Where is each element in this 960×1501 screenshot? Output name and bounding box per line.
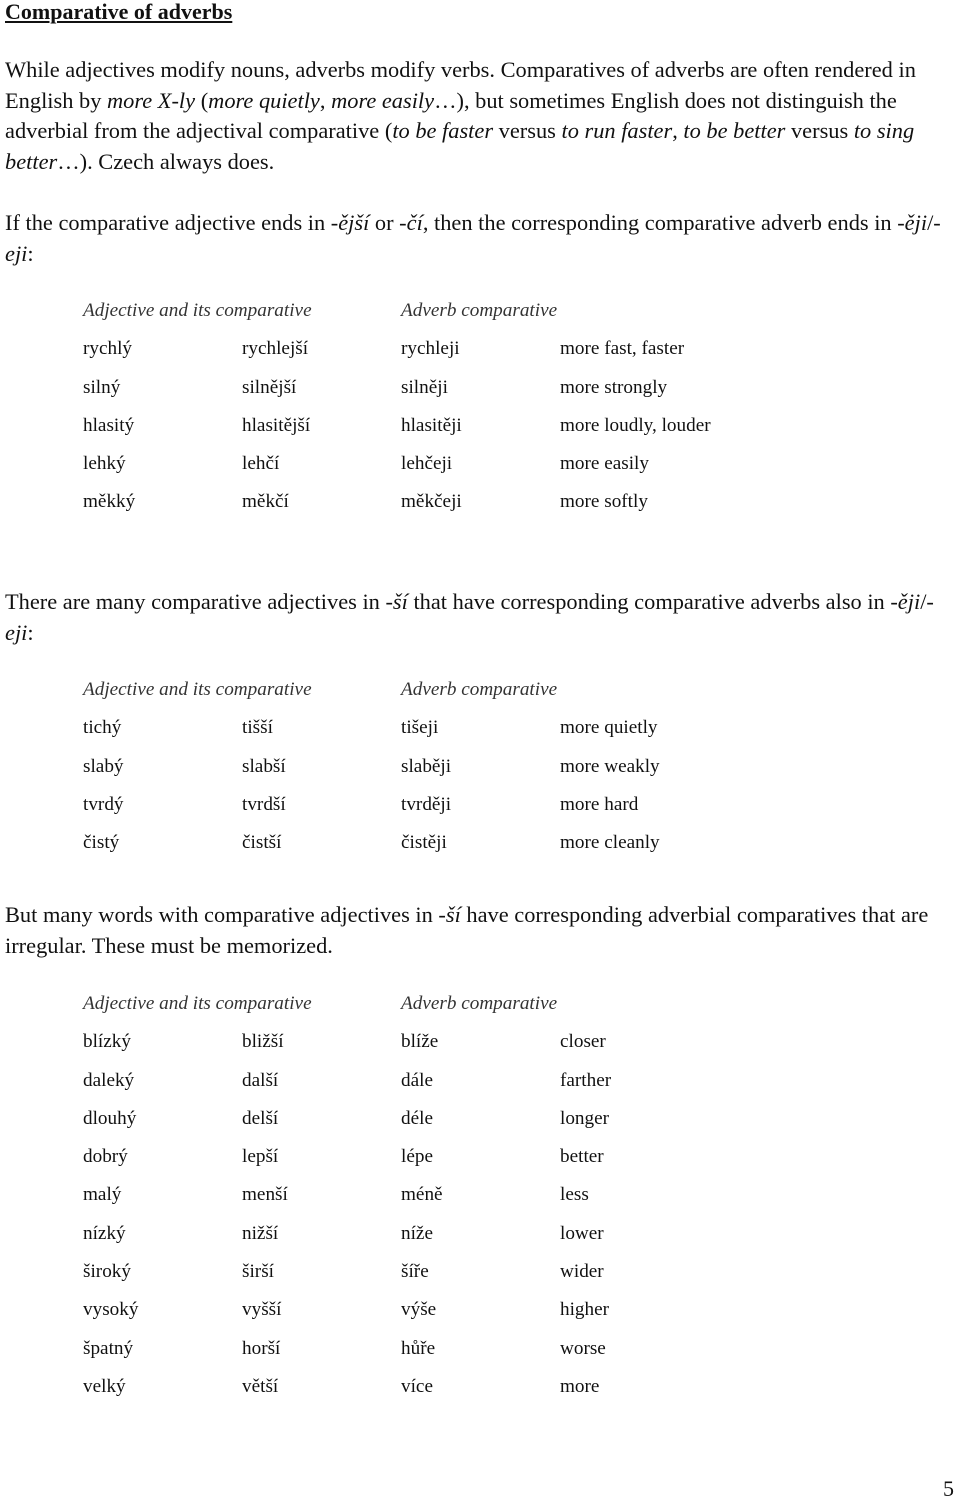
table-row bbox=[83, 718, 820, 756]
header-adverb: Adverb comparative bbox=[401, 993, 558, 1014]
table-row bbox=[83, 757, 820, 795]
table-row bbox=[83, 1224, 820, 1262]
comparative-adjective-cell: delší bbox=[242, 1107, 279, 1129]
comparative-adjective-cell: slabší bbox=[242, 755, 286, 777]
comparative-adjective-cell: lepší bbox=[242, 1146, 279, 1168]
table-header-row bbox=[83, 680, 820, 718]
adjective-cell: dobrý bbox=[83, 1146, 128, 1168]
comparative-adjective-cell: další bbox=[242, 1069, 279, 1091]
comparative-adjective-cell: širší bbox=[242, 1261, 274, 1283]
english-translation-cell: higher bbox=[560, 1299, 610, 1321]
comparative-adjective-cell: čistší bbox=[242, 832, 282, 854]
comparative-adverb-cell: šíře bbox=[401, 1261, 429, 1283]
comparative-adjective-cell: hlasitější bbox=[242, 414, 311, 436]
table-row bbox=[83, 1339, 820, 1377]
comparative-adjective-cell: tvrdší bbox=[242, 793, 286, 815]
english-translation-cell: more hard bbox=[560, 793, 639, 815]
comparative-adverb-cell: níže bbox=[401, 1222, 433, 1244]
comparative-adverb-cell: silněji bbox=[401, 376, 448, 398]
table-header-row bbox=[83, 994, 820, 1032]
comparative-adverb-cell: blíže bbox=[401, 1031, 439, 1053]
comparative-adverb-cell: měkčeji bbox=[401, 491, 462, 513]
table-ejsi-comparatives bbox=[83, 301, 820, 531]
table-row bbox=[83, 1032, 820, 1070]
english-translation-cell: farther bbox=[560, 1069, 612, 1091]
english-translation-cell: more quietly bbox=[560, 717, 658, 739]
comparative-adjective-cell: měkčí bbox=[242, 491, 289, 513]
table-row bbox=[83, 833, 820, 871]
header-adjective: Adjective and its comparative bbox=[83, 679, 312, 700]
comparative-adverb-cell: slaběji bbox=[401, 755, 452, 777]
adjective-cell: měkký bbox=[83, 491, 136, 513]
comparative-adverb-cell: tišeji bbox=[401, 717, 439, 739]
english-translation-cell: more loudly, louder bbox=[560, 414, 711, 436]
adjective-cell: daleký bbox=[83, 1069, 135, 1091]
page-number: 5 bbox=[943, 1476, 954, 1501]
comparative-adjective-cell: horší bbox=[242, 1337, 281, 1359]
adjective-cell: silný bbox=[83, 376, 121, 398]
header-adjective: Adjective and its comparative bbox=[83, 993, 312, 1014]
intro-paragraph: While adjectives modify nouns, adverbs modify verbs. Comparatives of adverbs are often rendered in English by more X-ly (more quietly, more easily…), but sometimes English does not distinguish the adverbial from the adjectival comparative (to be faster versus to run faster, to be better versus to sing better…). Czech always does. bbox=[5, 57, 916, 174]
table-row bbox=[83, 1300, 820, 1338]
table-row bbox=[83, 1147, 820, 1185]
adjective-cell: lehký bbox=[83, 453, 126, 475]
comparative-adverb-cell: dále bbox=[401, 1069, 433, 1091]
table-row bbox=[83, 416, 820, 454]
english-translation-cell: more softly bbox=[560, 491, 648, 513]
adjective-cell: špatný bbox=[83, 1337, 134, 1359]
table-row bbox=[83, 1071, 820, 1109]
adjective-cell: hlasitý bbox=[83, 414, 135, 436]
english-translation-cell: wider bbox=[560, 1261, 604, 1283]
comparative-adjective-cell: vyšší bbox=[242, 1299, 282, 1321]
comparative-adjective-cell: menší bbox=[242, 1184, 288, 1206]
english-translation-cell: longer bbox=[560, 1107, 610, 1129]
comparative-adverb-cell: déle bbox=[401, 1107, 433, 1129]
english-translation-cell: more cleanly bbox=[560, 832, 660, 854]
adjective-cell: čistý bbox=[83, 832, 120, 854]
comparative-adverb-cell: výše bbox=[401, 1299, 437, 1321]
comparative-adjective-cell: nižší bbox=[242, 1222, 279, 1244]
comparative-adverb-cell: méně bbox=[401, 1184, 443, 1206]
adjective-cell: malý bbox=[83, 1184, 122, 1206]
adjective-cell: blízký bbox=[83, 1031, 131, 1053]
table-row bbox=[83, 1185, 820, 1223]
table-row bbox=[83, 795, 820, 833]
table-header-row bbox=[83, 301, 820, 339]
adjective-cell: tichý bbox=[83, 717, 122, 739]
comparative-adjective-cell: bližší bbox=[242, 1031, 284, 1053]
table-si-regular-comparatives bbox=[83, 680, 820, 871]
adjective-cell: široký bbox=[83, 1261, 131, 1283]
adjective-cell: vysoký bbox=[83, 1299, 139, 1321]
adjective-cell: rychlý bbox=[83, 338, 133, 360]
english-translation-cell: better bbox=[560, 1146, 604, 1168]
english-translation-cell: more weakly bbox=[560, 755, 660, 777]
comparative-adverb-cell: hlasitěji bbox=[401, 414, 462, 436]
comparative-adjective-cell: rychlejší bbox=[242, 338, 309, 360]
section2-paragraph: There are many comparative adjectives in -ší that have corresponding comparative adverbs also in -ěji/-eji: bbox=[5, 589, 934, 645]
comparative-adjective-cell: tišší bbox=[242, 717, 273, 739]
table-irregular-comparatives bbox=[83, 994, 820, 1415]
table-row bbox=[83, 339, 820, 377]
section1-paragraph: If the comparative adjective ends in -ější or -čí, then the corresponding comparative adverb ends in -ěji/-eji: bbox=[5, 210, 941, 266]
table-row bbox=[83, 1109, 820, 1147]
english-translation-cell: less bbox=[560, 1184, 589, 1206]
adjective-cell: slabý bbox=[83, 755, 124, 777]
comparative-adjective-cell: silnější bbox=[242, 376, 297, 398]
comparative-adverb-cell: hůře bbox=[401, 1337, 436, 1359]
english-translation-cell: worse bbox=[560, 1337, 606, 1359]
adjective-cell: tvrdý bbox=[83, 793, 124, 815]
english-translation-cell: more strongly bbox=[560, 376, 668, 398]
comparative-adjective-cell: větší bbox=[242, 1375, 279, 1397]
header-adjective: Adjective and its comparative bbox=[83, 300, 312, 321]
english-translation-cell: closer bbox=[560, 1031, 606, 1053]
section3-paragraph: But many words with comparative adjectives in -ší have corresponding adverbial comparatives that are irregular. These must be memorized. bbox=[5, 902, 929, 958]
adjective-cell: velký bbox=[83, 1375, 126, 1397]
comparative-adverb-cell: rychleji bbox=[401, 338, 460, 360]
adjective-cell: nízký bbox=[83, 1222, 126, 1244]
comparative-adverb-cell: čistěji bbox=[401, 832, 447, 854]
table-row bbox=[83, 1377, 820, 1415]
comparative-adverb-cell: lehčeji bbox=[401, 453, 453, 475]
comparative-adverb-cell: lépe bbox=[401, 1146, 433, 1168]
table-row bbox=[83, 378, 820, 416]
header-adverb: Adverb comparative bbox=[401, 300, 558, 321]
english-translation-cell: lower bbox=[560, 1222, 604, 1244]
table-row bbox=[83, 454, 820, 492]
comparative-adverb-cell: tvrději bbox=[401, 793, 452, 815]
table-row bbox=[83, 1262, 820, 1300]
table-row bbox=[83, 492, 820, 530]
adjective-cell: dlouhý bbox=[83, 1107, 137, 1129]
english-translation-cell: more bbox=[560, 1375, 600, 1397]
comparative-adverb-cell: více bbox=[401, 1375, 433, 1397]
header-adverb: Adverb comparative bbox=[401, 679, 558, 700]
english-translation-cell: more easily bbox=[560, 453, 649, 475]
english-translation-cell: more fast, faster bbox=[560, 338, 685, 360]
page-heading: Comparative of adverbs bbox=[5, 0, 233, 24]
comparative-adjective-cell: lehčí bbox=[242, 453, 280, 475]
